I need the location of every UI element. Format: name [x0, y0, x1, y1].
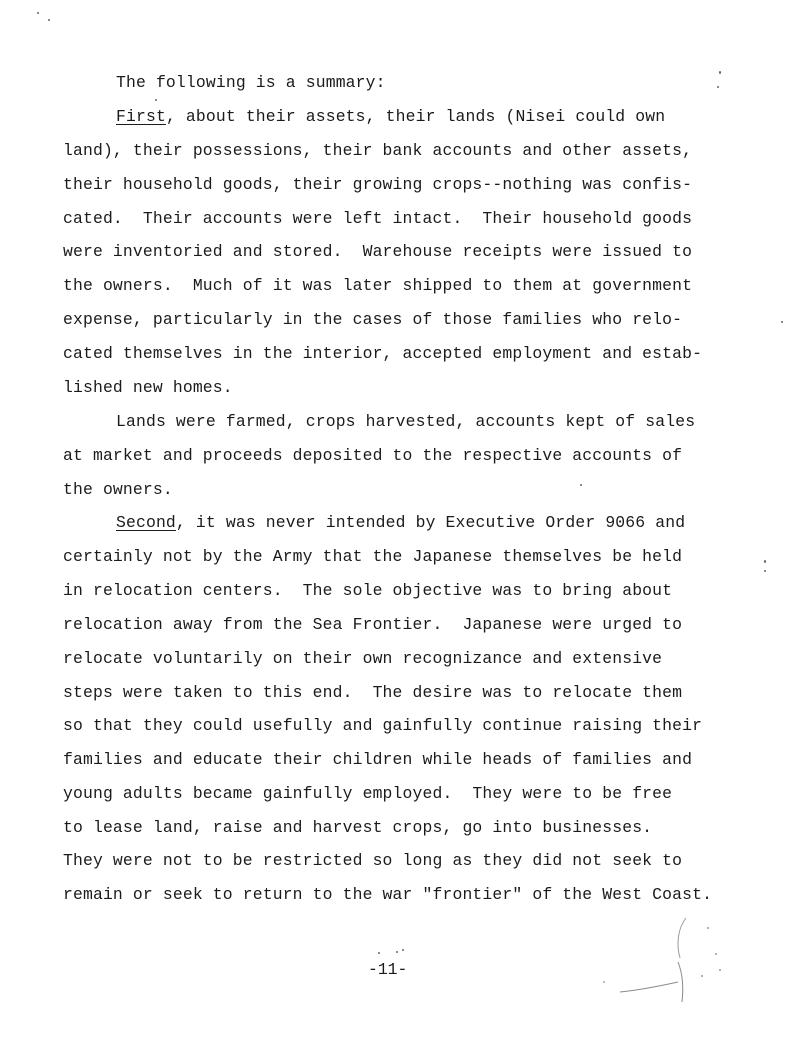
paragraph-lands-line-1: Lands were farmed, crops harvested, accounts kept of sales: [116, 412, 696, 431]
paragraph-second-line-6: steps were taken to this end. The desire was to relocate them: [63, 683, 683, 702]
paragraph-second-line-2: certainly not by the Army that the Japanese themselves be held: [63, 547, 683, 566]
scan-speck: [396, 951, 398, 953]
paragraph-first-line-5: were inventoried and stored. Warehouse receipts were issued to: [63, 242, 693, 261]
paragraph-first-line-2: land), their possessions, their bank accounts and other assets,: [63, 141, 693, 160]
scan-speck: [155, 99, 157, 101]
paragraph-second-line-4: relocation away from the Sea Frontier. Japanese were urged to: [63, 615, 683, 634]
scan-speck: [48, 19, 50, 21]
paragraph-second-line-9: young adults became gainfully employed. They were to be free: [63, 784, 673, 803]
scan-speck: [719, 71, 721, 74]
scan-speck: [580, 484, 582, 486]
paragraph-first-line-8: cated themselves in the interior, accepted employment and estab-: [63, 344, 703, 363]
scan-speck: [764, 560, 766, 563]
scan-speck: [764, 570, 766, 572]
paragraph-first-line-1: [116, 107, 665, 127]
paragraph-lands-line-2: at market and proceeds deposited to the respective accounts of: [63, 446, 683, 465]
paragraph-first-line-7: expense, particularly in the cases of those families who relo-: [63, 310, 683, 329]
paragraph-second-line-7: so that they could usefully and gainfully continue raising their: [63, 716, 703, 735]
paragraph-second-line-1: [116, 513, 685, 533]
scan-speck: [378, 952, 380, 954]
second-heading: Second: [116, 513, 176, 532]
paragraph-second-line-5: relocate voluntarily on their own recognizance and extensive: [63, 649, 663, 668]
first-line-rest: , about their assets, their lands (Nisei could own: [165, 107, 666, 126]
paragraph-second-line-3: in relocation centers. The sole objective was to bring about: [63, 581, 673, 600]
pen-scribble-mark: [590, 910, 730, 1020]
paragraph-second-line-12: remain or seek to return to the war "frontier" of the West Coast.: [63, 885, 713, 904]
paragraph-first-line-6: the owners. Much of it was later shipped to them at government: [63, 276, 693, 295]
paragraph-first-line-4: cated. Their accounts were left intact. Their household goods: [63, 209, 693, 228]
page-number: -11-: [368, 960, 408, 979]
scan-speck: [781, 321, 783, 323]
paragraph-lands-line-3: the owners.: [63, 480, 173, 499]
first-heading: First: [116, 107, 166, 126]
second-line-rest: , it was never intended by Executive Order 9066 and: [175, 513, 686, 532]
paragraph-second-line-8: families and educate their children while heads of families and: [63, 750, 693, 769]
scan-speck: [717, 86, 719, 88]
scan-speck: [37, 12, 39, 14]
summary-intro-line: The following is a summary:: [116, 73, 386, 92]
paragraph-first-line-3: their household goods, their growing crops--nothing was confis-: [63, 175, 693, 194]
scan-speck: [402, 949, 404, 951]
paragraph-second-line-11: They were not to be restricted so long as they did not seek to: [63, 851, 683, 870]
paragraph-first-line-9: lished new homes.: [63, 378, 233, 397]
paragraph-second-line-10: to lease land, raise and harvest crops, go into businesses.: [63, 818, 653, 837]
